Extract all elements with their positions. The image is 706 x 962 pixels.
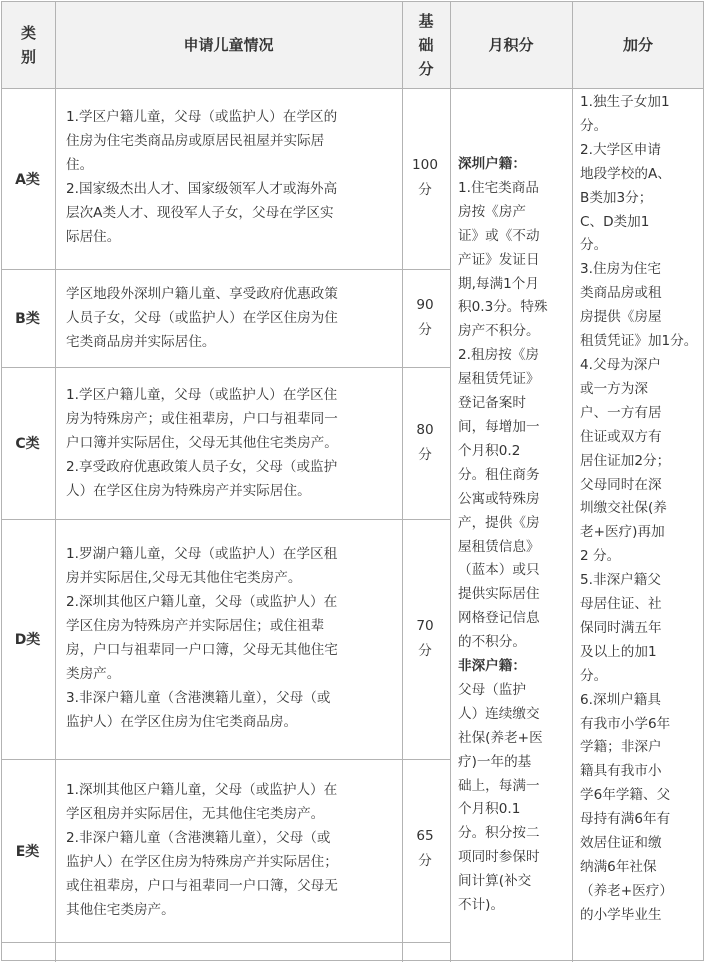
monthly-line: 登记备案时: [458, 395, 526, 412]
bonus-line: 1.独生子女加1: [580, 94, 670, 110]
bonus-line: 效居住证和缴: [580, 835, 662, 852]
description-line: 2.非深户籍儿童（含港澳籍儿童），父母（或: [66, 830, 331, 846]
monthly-line: 间计算(补交: [458, 873, 532, 890]
row-divider: [2, 942, 450, 943]
row-divider: [2, 519, 450, 520]
monthly-line: 础上，每满一: [458, 777, 540, 794]
monthly-heading-non-shenzhen: 非深户籍：: [458, 658, 526, 675]
monthly-line: 屋租赁信息》: [458, 538, 540, 555]
bonus-line: 母居住证、社: [580, 596, 662, 613]
bonus-line: C、D类加1: [580, 213, 650, 230]
header-monthly-label: 月积分: [488, 36, 534, 54]
bonus-line: 2.大学区申请: [580, 141, 661, 158]
row-d-description: [66, 542, 392, 734]
row-c-description: [66, 383, 392, 503]
monthly-line: 房产不积分。: [458, 323, 540, 340]
monthly-line: 屋租赁凭证》: [458, 371, 540, 388]
row-c-base-score: [405, 418, 445, 467]
header-bonus-label: 加分: [622, 36, 653, 54]
description-line: 监护人）在学区住房为住宅类商品房。: [66, 714, 298, 730]
base-score-value: 80: [416, 422, 434, 438]
header-base: [402, 2, 450, 88]
base-score-unit: 分: [418, 321, 432, 338]
bonus-line: 老+医疗)再加: [580, 524, 665, 541]
description-line: 人员子女，父母（或监护人）在学区住房为住: [66, 310, 338, 326]
column-divider: [402, 2, 403, 962]
bonus-line: 户、一方有居: [580, 404, 662, 421]
category-label: D类: [14, 632, 41, 648]
base-score-value: 70: [416, 618, 434, 634]
description-line: 2.享受政府优惠政策人员子女，父母（或监护: [66, 459, 338, 475]
monthly-line: 公寓或特殊房: [458, 490, 540, 507]
column-divider: [450, 2, 451, 962]
category-label: B类: [15, 311, 40, 327]
monthly-line: 积0.3分。特殊: [458, 299, 548, 316]
description-line: 类房产。: [66, 666, 121, 682]
category-d: [1, 519, 54, 759]
description-line: 学区住房为特殊房产并实际居住；或住祖辈: [66, 618, 325, 634]
row-a-base-score: [405, 153, 445, 202]
bonus-line: 籍具有我市小: [580, 763, 662, 780]
monthly-line: 证》或《不动: [458, 227, 540, 244]
bonus-line: 6.深圳户籍具: [580, 691, 661, 708]
description-line: 学区租房并实际居住，无其他住宅类房产。: [66, 806, 325, 822]
row-b-base-score: [405, 293, 445, 342]
header-category: [2, 2, 55, 88]
category-c: [1, 367, 54, 519]
description-line: 或住祖辈房，户口与祖辈同一户口簿，父母无: [66, 878, 338, 894]
description-line: 住房为住宅类商品房或原居民祖屋并实际居: [66, 133, 325, 149]
description-line: 户口簿并实际居住，父母无其他住宅类房产。: [66, 435, 338, 451]
header-bonus: [572, 2, 704, 88]
bonus-line: 住证或双方有: [580, 428, 662, 445]
bonus-line: 地段学校的A、: [580, 165, 671, 182]
bonus-line: 学籍；非深户: [580, 739, 662, 756]
base-score-unit: 分: [418, 642, 432, 659]
category-b: [1, 269, 54, 367]
bonus-line: 及以上的加1: [580, 643, 657, 660]
monthly-line: 个月积0.2: [458, 442, 521, 459]
bonus-line: 类商品房或租: [580, 285, 662, 302]
monthly-line: 父母（监护: [458, 681, 526, 698]
bonus-line: 有我市小学6年: [580, 715, 671, 732]
header-category-line: 别: [20, 48, 36, 66]
bonus-line: 学6年学籍、父: [580, 787, 671, 804]
category-label: E类: [15, 843, 40, 860]
base-score-value: 90: [416, 297, 434, 313]
monthly-line: 提供实际居住: [458, 586, 540, 603]
row-divider: [2, 88, 703, 89]
description-line: 房为特殊房产；或住祖辈房，户口与祖辈同一: [66, 411, 338, 427]
bonus-line: 父母同时在深: [580, 476, 662, 493]
monthly-line: 分。积分按二: [458, 825, 540, 842]
bonus-line: 保同时满五年: [580, 619, 662, 636]
bonus-points-text: [580, 91, 700, 928]
bonus-line: 5.非深户籍父: [580, 572, 661, 589]
monthly-line: 不计)。: [458, 897, 505, 914]
column-divider: [55, 2, 56, 962]
description-line: 监护人）在学区住房为特殊房产并实际居住；: [66, 854, 338, 870]
bonus-line: 3.住房为住宅: [580, 261, 661, 278]
description-line: 际居住。: [66, 229, 121, 245]
bonus-line: 分。: [580, 117, 608, 134]
base-score-value: 65: [416, 828, 434, 844]
category-a: [1, 89, 54, 269]
monthly-line: 人）连续缴交: [458, 705, 540, 722]
monthly-line: 社保(养老+医: [458, 729, 543, 746]
description-line: 层次A类人才、现役军人子女，父母在学区实: [66, 205, 334, 221]
bonus-line: 房提供《房屋: [580, 309, 662, 326]
monthly-line: 疗)一年的基: [458, 753, 532, 770]
header-monthly: [450, 2, 572, 88]
bonus-line: 租赁凭证》加1分。: [580, 333, 698, 350]
category-label: A类: [15, 172, 40, 188]
description-line: 2.深圳其他区户籍儿童，父母（或监护人）在: [66, 594, 338, 610]
description-line: 1.学区户籍儿童，父母（或监护人）在学区的: [66, 109, 338, 125]
row-e-description: [66, 778, 392, 922]
description-line: 3.非深户籍儿童（含港澳籍儿童），父母（或: [66, 690, 331, 706]
bonus-line: 母持有满6年有: [580, 811, 671, 828]
base-score-unit: 分: [418, 446, 432, 463]
description-line: 其他住宅类房产。: [66, 902, 175, 918]
bonus-line: 或一方为深: [580, 380, 648, 397]
monthly-line: 产证》发证日: [458, 251, 540, 268]
row-divider: [2, 367, 450, 368]
description-line: 人）在学区住房为特殊房产并实际居住。: [66, 483, 311, 499]
monthly-line: 项同时参保时: [458, 849, 540, 866]
header-base-line: 础: [418, 36, 434, 54]
bonus-line: 居住证加2分；: [580, 452, 671, 469]
header-base-line: 基: [418, 12, 434, 30]
bonus-line: 分。: [580, 237, 608, 254]
monthly-points-text: [458, 153, 568, 918]
bonus-line: 4.父母为深户: [580, 356, 661, 373]
description-line: 2.国家级杰出人才、国家级领军人才或海外高: [66, 181, 338, 197]
row-divider: [2, 759, 450, 760]
monthly-line: 间，每增加一: [458, 418, 540, 435]
description-line: 房并实际居住,父母无其他住宅类房产。: [66, 570, 302, 586]
base-score-unit: 分: [418, 852, 432, 869]
monthly-heading-shenzhen: 深圳户籍：: [458, 156, 526, 172]
description-line: 1.罗湖户籍儿童，父母（或监护人）在学区租: [66, 546, 338, 562]
bonus-line: 纳满6年社保: [580, 859, 657, 875]
bonus-line: B类加3分；: [580, 189, 653, 206]
row-a-description: [66, 105, 392, 249]
monthly-line: （蓝本）或只: [458, 562, 540, 579]
description-line: 1.学区户籍儿童，父母（或监护人）在学区住: [66, 387, 338, 403]
description-line: 宅类商品房并实际居住。: [66, 334, 216, 350]
row-e-base-score: [405, 824, 445, 873]
header-situation-label: 申请儿童情况: [183, 36, 274, 54]
monthly-line: 期,每满1个月: [458, 275, 539, 292]
base-score-value: 100: [412, 157, 438, 173]
row-divider: [2, 269, 450, 270]
monthly-line: 2.租房按《房: [458, 347, 539, 364]
monthly-line: 个月积0.1: [458, 801, 521, 818]
bonus-line: 的小学毕业生: [580, 906, 662, 923]
monthly-line: 网格登记信息: [458, 610, 540, 627]
bonus-line: （养老+医疗）: [580, 882, 673, 899]
column-divider: [572, 2, 573, 962]
bonus-line: 圳缴交社保(养: [580, 500, 667, 517]
description-line: 住。: [66, 157, 94, 173]
monthly-line: 产，提供《房: [458, 514, 540, 531]
bonus-line: 分。: [580, 667, 608, 684]
header-situation: [55, 2, 402, 88]
row-b-description: [66, 282, 392, 354]
description-line: 房，户口与祖辈同一户口簿，父母无其他住宅: [66, 642, 338, 658]
monthly-line: 1.住宅类商品: [458, 179, 539, 196]
description-line: 学区地段外深圳户籍儿童、享受政府优惠政策: [66, 286, 338, 302]
header-base-line: 分: [418, 60, 434, 78]
description-line: 1.深圳其他区户籍儿童，父母（或监护人）在: [66, 782, 338, 798]
category-e: [1, 759, 54, 942]
base-score-unit: 分: [418, 181, 432, 198]
category-label: C类: [15, 436, 40, 452]
monthly-line: 分。租住商务: [458, 466, 540, 483]
monthly-line: 房按《房产: [458, 203, 526, 220]
row-d-base-score: [405, 614, 445, 663]
header-category-line: 类: [20, 24, 36, 42]
monthly-line: 的不积分。: [458, 634, 526, 651]
bonus-line: 2 分。: [580, 548, 621, 565]
